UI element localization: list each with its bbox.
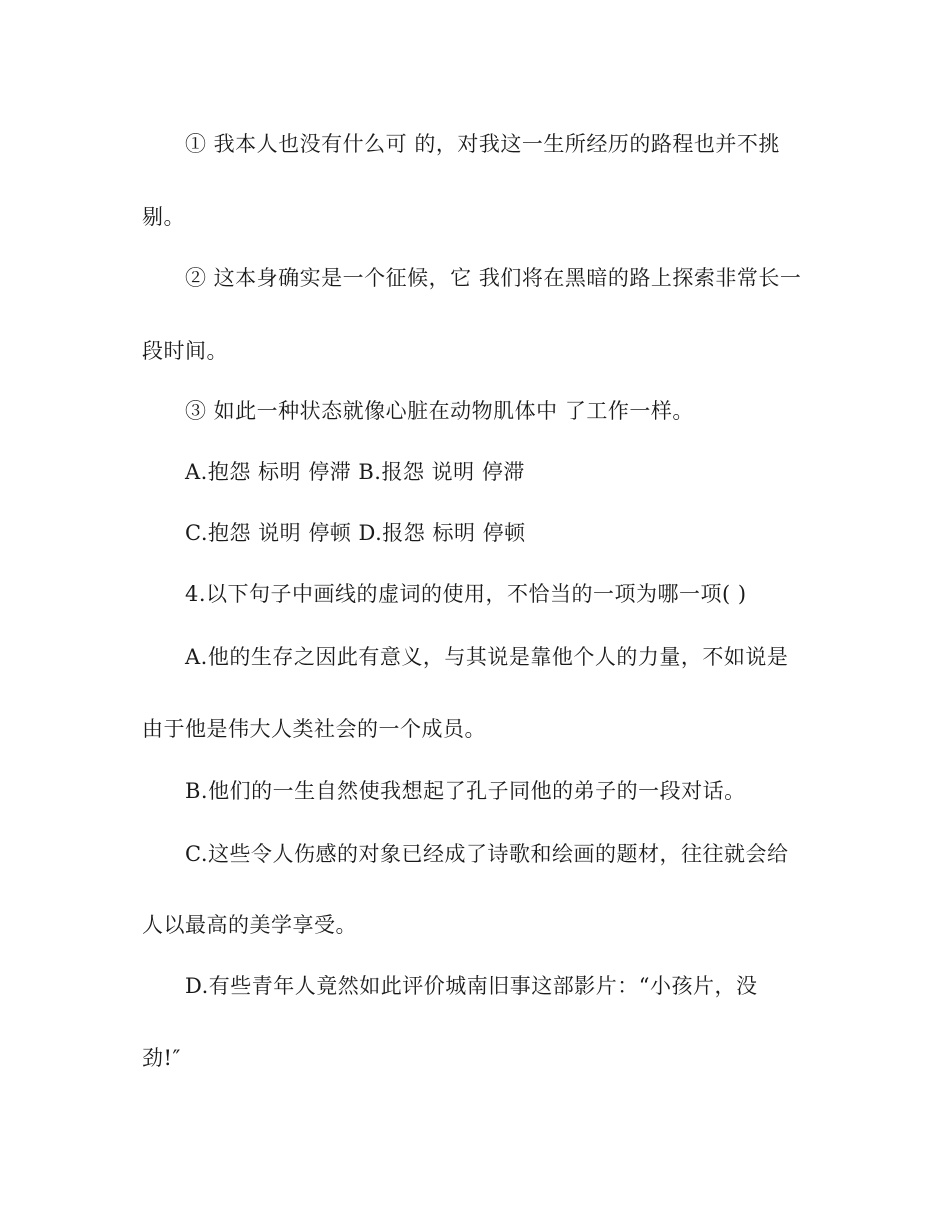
paragraph-line: 剔。 [142, 205, 185, 229]
option-line: C.这些令人伤感的对象已经成了诗歌和绘画的题材，往往就会给 [185, 842, 789, 866]
paragraph-line: 段时间。 [142, 339, 228, 363]
option-line: A.他的生存之因此有意义，与其说是靠他个人的力量，不如说是 [185, 645, 789, 669]
paragraph-line: 人以最高的美学享受。 [142, 913, 357, 937]
paragraph-line: 由于他是伟大人类社会的一个成员。 [142, 717, 486, 741]
paragraph-line: ③ 如此一种状态就像心脏在动物肌体中 了工作一样。 [185, 399, 694, 423]
paragraph-line: ① 我本人也没有什么可 的，对我这一生所经历的路程也并不挑 [185, 132, 780, 156]
paragraph-line: 劲!″ [142, 1046, 181, 1070]
paragraph-line: ② 这本身确实是一个征候，它 我们将在黑暗的路上探索非常长一 [185, 266, 802, 290]
option-line: B.他们的一生自然使我想起了孔子同他的弟子的一段对话。 [185, 779, 746, 803]
question-line: 4.以下句子中画线的虚词的使用，不恰当的一项为哪一项( ) [185, 582, 747, 606]
option-line: C.抱怨 说明 停顿 D.报怨 标明 停顿 [185, 521, 526, 545]
option-line: D.有些青年人竟然如此评价城南旧事这部影片：“小孩片，没 [185, 974, 758, 998]
option-line: A.抱怨 标明 停滞 B.报怨 说明 停滞 [185, 460, 525, 484]
